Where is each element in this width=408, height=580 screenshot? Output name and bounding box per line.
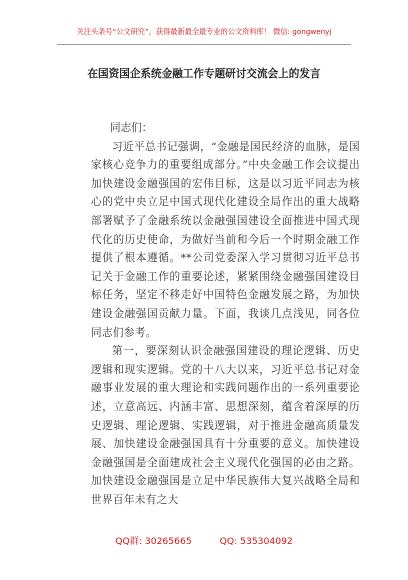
paragraph-1: 习近平总书记强调，“金融是国民经济的血脉，是国家核心竞争力的重要组成部分。”中央金融工作会议提出加快建设金融强国的宏伟目标，这是以习近平同志为核心的党中央立足中国式现代化建设全局作出的重大战略部署赋予了金融系统以金融强国建设全面推进中国式现代化的历史使命，为做好当前和今后一个时期金融工作提供了根本遵循。**公司党委深入学习贯彻习近平总书记关于金融工作的重要论述，紧紧围绕金融强国建设目标任务，坚定不移走好中国特色金融发展之路，为加快建设金融强国贡献力量。下面，我谈几点浅见，同各位同志们参考。 bbox=[91, 140, 360, 339]
paragraph-2: 第一，要深刻认识金融强国建设的理论逻辑、历史逻辑和现实逻辑。党的十八大以来，习近平总书记对金融事业发展的重大理论和实践问题作出的一系列重要论述，立意高远、内涵丰富、思想深刻，蕴含着深厚的历史逻辑、理论逻辑、实践逻辑，对于推进金融高质量发展、加快建设金融强国具有十分重要的意义。加快建设金融强国是全面建成社会主义现代化强国的必由之路。加快建设金融强国是立足中华民族伟大复兴战略全局和世界百年未有之大 bbox=[91, 345, 360, 506]
greeting: 同志们： bbox=[110, 122, 153, 134]
footer-qq-number: QQ: 535304092 bbox=[219, 536, 293, 547]
footer-qq-group: QQ群: 30265665 bbox=[115, 536, 192, 547]
header-divider bbox=[57, 44, 351, 45]
document-title: 在国资国企系统金融工作专题研讨交流会上的发言 bbox=[87, 68, 321, 80]
header-promo-note: 关注头条号“公文研究”，获得最新最全最专业的公文资料库！ 微信: gongwenyj bbox=[76, 27, 332, 36]
footer-contact bbox=[0, 533, 408, 547]
document-body bbox=[91, 119, 360, 509]
